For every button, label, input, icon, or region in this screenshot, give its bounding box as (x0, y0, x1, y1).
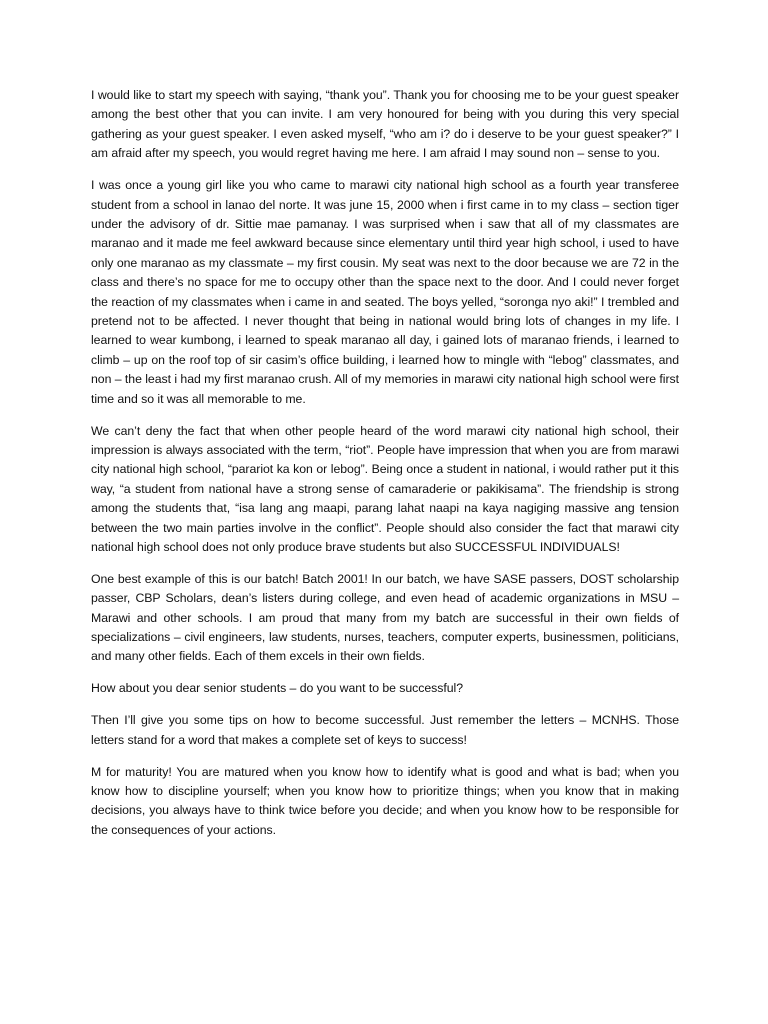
paragraph-7: M for maturity! You are matured when you know how to identify what is good and what is bad; when you know how to discipline yourself; when you know how to prioritize things; when you know that in making decisions, you always have to think twice before you decide; and when you know how to be responsible for the consequences of your actions. (91, 764, 679, 837)
paragraph-1: I would like to start my speech with saying, “thank you”. Thank you for choosing me to be your guest speaker among the best other that you can invite. I am very honoured for being with you during this very special gathering as your guest speaker. I even asked myself, “who am i? do i deserve to be your guest speaker?” I am afraid after my speech, you would regret having me here. I am afraid I may sound non – sense to you. (91, 88, 679, 161)
paragraph-2: I was once a young girl like you who came to marawi city national high school as a fourth year transferee student from a school in lanao del norte. It was june 15, 2000 when i first came in to my class – section tiger under the advisory of dr. Sittie mae pamanay. I was surprised when i saw that all of my classmates are maranao and it made me feel awkward because since elementary until third year high school, i used to have only one maranao as my classmate – my first cousin. My seat was next to the door because we are 72 in the class and there’s no space for me to occupy other than the space next to the door. And I could never forget the reaction of my classmates when i came in and seated. The boys yelled, “soronga nyo aki!” I trembled and pretend not to be affected. I never thought that being in national would bring lots of changes in my life. I learned to wear kumbong, i learned to speak maranao all day, i gained lots of maranao friends, i learned to climb – up on the roof top of sir casim’s office building, i learned how to mingle with “lebog” classmates, and non – the least i had my first maranao crush. All of my memories in marawi city national high school were first time and so it was all memorable to me. (91, 178, 679, 406)
paragraph-6: Then I’ll give you some tips on how to become successful. Just remember the letters – MCNHS. Those letters stand for a word that makes a complete set of keys to success! (91, 713, 679, 747)
paragraph-4: One best example of this is our batch! Batch 2001! In our batch, we have SASE passers, DOST scholarship passer, CBP Scholars, dean’s listers during college, and even head of academic organizations in MSU – Marawi and other schools. I am proud that many from my batch are successful in their own fields of specializations – civil engineers, law students, nurses, teachers, computer experts, businessmen, politicians, and many other fields. Each of them excels in their own fields. (91, 571, 679, 664)
paragraph-3: We can’t deny the fact that when other people heard of the word marawi city national high school, their impression is always associated with the term, “riot”. People have impression that when you are from marawi city national high school, “parariot ka kon or lebog”. Being once a student in national, i would rather put it this way, “a student from national have a strong sense of camaraderie or pakikisama”. The friendship is strong among the students that, “isa lang ang maapi, parang lahat naapi na kaya nagiging massive ang tension between the two main parties involve in the conflict”. People should also consider the fact that marawi city national high school does not only produce brave students but also SUCCESSFUL INDIVIDUALS! (91, 423, 679, 554)
document-body (91, 86, 679, 853)
paragraph-5: How about you dear senior students – do you want to be successful? (91, 681, 463, 696)
